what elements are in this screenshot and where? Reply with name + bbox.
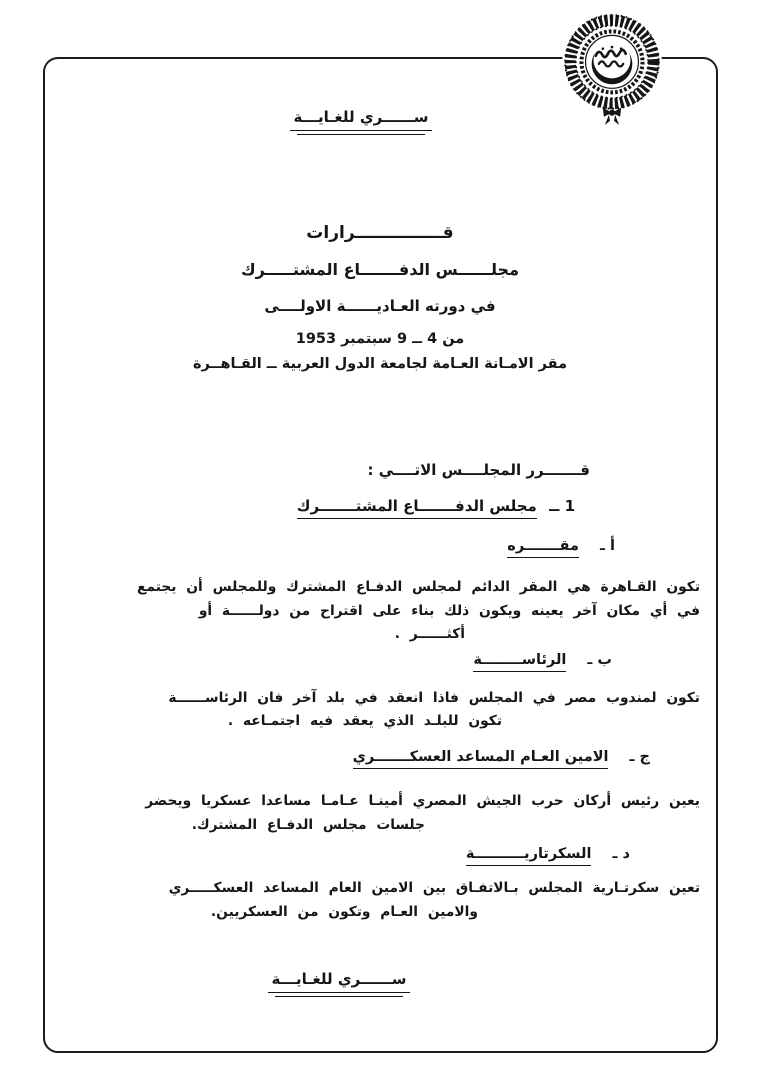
section-c-marker: ج ـ xyxy=(629,749,650,765)
item-1-heading xyxy=(297,497,575,515)
section-d-heading xyxy=(466,846,630,862)
title-council: مجلــــــس الدفـــــــاع المشتـــــرك xyxy=(241,260,519,279)
section-d-line-1: تعين سكرتـارية المجلس بـالاتفـاق بين الامين العام المساعد العسكـــــري xyxy=(168,880,700,896)
classification-footer xyxy=(241,970,437,993)
classification-footer-text: ســــــري للغـايـــة xyxy=(268,970,411,993)
section-a-title: مقـــــــره xyxy=(507,538,579,558)
item-1-title: مجلس الدفـــــــاع المشتـــــــرك xyxy=(297,497,537,519)
classification-header-text: ســــــري للغـايـــة xyxy=(290,108,433,131)
section-d-line-2: والامين العـام وتكون من العسكريين. xyxy=(210,904,478,920)
item-1-number: 1 ــ xyxy=(549,497,575,515)
decision-intro: قـــــــرر المجلــــس الاتــــي : xyxy=(367,461,590,479)
section-b-line-2: تكون للبلـد الذي يعقد فيه اجتمـاعه . xyxy=(227,713,502,729)
section-d-title: السكرتاريــــــــــة xyxy=(466,846,592,866)
section-b-marker: ب ـ xyxy=(587,652,612,668)
arab-league-emblem-icon xyxy=(561,11,663,129)
section-d-marker: د ـ xyxy=(612,846,630,862)
section-a-heading xyxy=(507,538,615,554)
section-b-title: الرئاســــــــة xyxy=(473,652,566,672)
section-b-heading xyxy=(473,652,612,668)
title-session: في دورته العـاديــــــة الاولــــى xyxy=(264,297,496,315)
section-c-line-1: يعين رئيس أركان حرب الجيش المصري أمينـا عـامـا مساعدا عسكريا ويحضر xyxy=(145,793,700,809)
section-a-marker: أ ـ xyxy=(600,538,615,554)
title-resolutions: قـــــــــــــــرارات xyxy=(306,223,454,243)
section-b-line-1: تكون لمندوب مصر في المجلس فاذا انعقد في بلد آخر فان الرئاســــــة xyxy=(168,690,700,706)
title-dates: من 4 ــ 9 سبتمبر 1953 xyxy=(295,331,465,347)
section-c-heading xyxy=(353,749,650,765)
classification-header xyxy=(263,108,459,131)
section-c-line-2: جلسات مجلس الدفـاع المشترك. xyxy=(191,817,425,833)
section-a-line-1: تكون القـاهرة هي المقر الدائم لمجلس الدفـاع المشترك وللمجلس أن يجتمع xyxy=(137,579,700,595)
section-a-line-3: أكثــــــر . xyxy=(394,626,465,642)
section-c-title: الامين العـام المساعد العسكـــــــري xyxy=(353,749,609,769)
section-a-line-2: في أي مكان آخر يعينه ويكون ذلك بناء على اقتراح من دولــــــة أو xyxy=(198,603,700,619)
title-venue: مقر الامـانة العـامة لجامعة الدول العربية ــ القـاهــرة xyxy=(192,356,568,372)
